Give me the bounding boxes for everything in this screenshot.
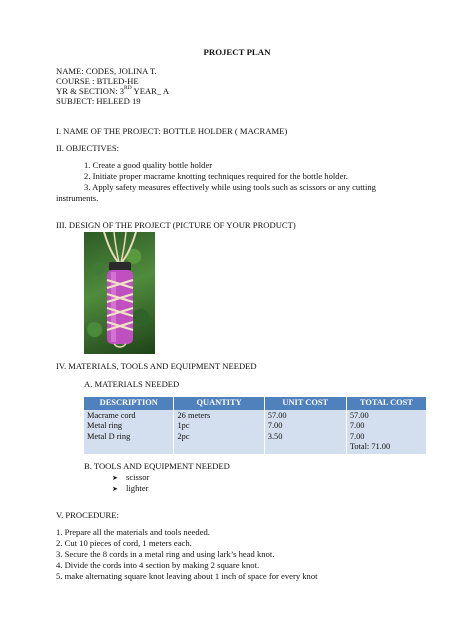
procedure-step: 2. Cut 10 pieces of cord, 1 meters each.	[56, 538, 192, 548]
materials-heading: IV. MATERIALS, TOOLS AND EQUIPMENT NEEDED	[56, 361, 257, 371]
objective-item: 1. Create a good quality bottle holder	[84, 160, 213, 170]
subject-line: SUBJECT: HELEED 19	[56, 96, 141, 106]
year-section: YR & SECTION: 3RD YEAR_ A	[56, 85, 170, 96]
total-cost-cell: 57.00 7.00 7.00 Total: 71.00	[346, 410, 426, 454]
student-name: NAME: CODES, JOLINA T.	[56, 66, 157, 76]
list-item: ➤ lighter	[112, 483, 149, 493]
table-row	[84, 410, 426, 454]
list-item: ➤ scissor	[112, 472, 150, 482]
project-name-heading: I. NAME OF THE PROJECT: BOTTLE HOLDER ( MACRAME)	[56, 126, 288, 136]
arrow-bullet-icon: ➤	[112, 474, 118, 482]
column-header: TOTAL COST	[346, 397, 426, 410]
product-photo	[84, 232, 155, 354]
arrow-bullet-icon: ➤	[112, 485, 118, 493]
column-header: QUANTITY	[174, 397, 264, 410]
materials-table	[84, 397, 426, 454]
procedure-step: 1. Prepare all the materials and tools needed.	[56, 527, 210, 537]
student-course: COURSE : BTLED-HE	[56, 76, 139, 86]
document-title: PROJECT PLAN	[203, 47, 271, 57]
column-header: DESCRIPTION	[84, 397, 174, 410]
procedure-heading: V. PROCEDURE:	[56, 510, 119, 520]
objective-item: 3. Apply safety measures effectively while using tools such as scissors or any cutting instruments.	[56, 182, 376, 203]
procedure-step: 5. make alternating square knot leaving about 1 inch of space for every knot	[56, 571, 318, 581]
unit-cost-cell: 57.00 7.00 3.50	[264, 410, 346, 454]
procedure-step: 4. Divide the cords into 4 section by making 2 square knot.	[56, 560, 260, 570]
description-cell: Macrame cord Metal ring Metal D ring	[84, 410, 174, 454]
bottle-holder-image	[84, 232, 155, 354]
column-header: UNIT COST	[264, 397, 346, 410]
tools-subheading: B. TOOLS AND EQUIPMENT NEEDED	[84, 461, 230, 471]
materials-subheading: A. MATERIALS NEEDED	[84, 379, 180, 389]
design-heading: III. DESIGN OF THE PROJECT (PICTURE OF YOUR PRODUCT)	[56, 220, 296, 230]
procedure-step: 3. Secure the 8 cords in a metal ring and using lark’s head knot.	[56, 549, 275, 559]
quantity-cell: 26 meters 1pc 2pc	[174, 410, 264, 454]
objective-item: 2. Initiate proper macrame knotting techniques required for the bottle holder.	[84, 171, 348, 181]
objectives-heading: II. OBJECTIVES:	[56, 143, 120, 153]
table-header-row	[84, 397, 426, 410]
